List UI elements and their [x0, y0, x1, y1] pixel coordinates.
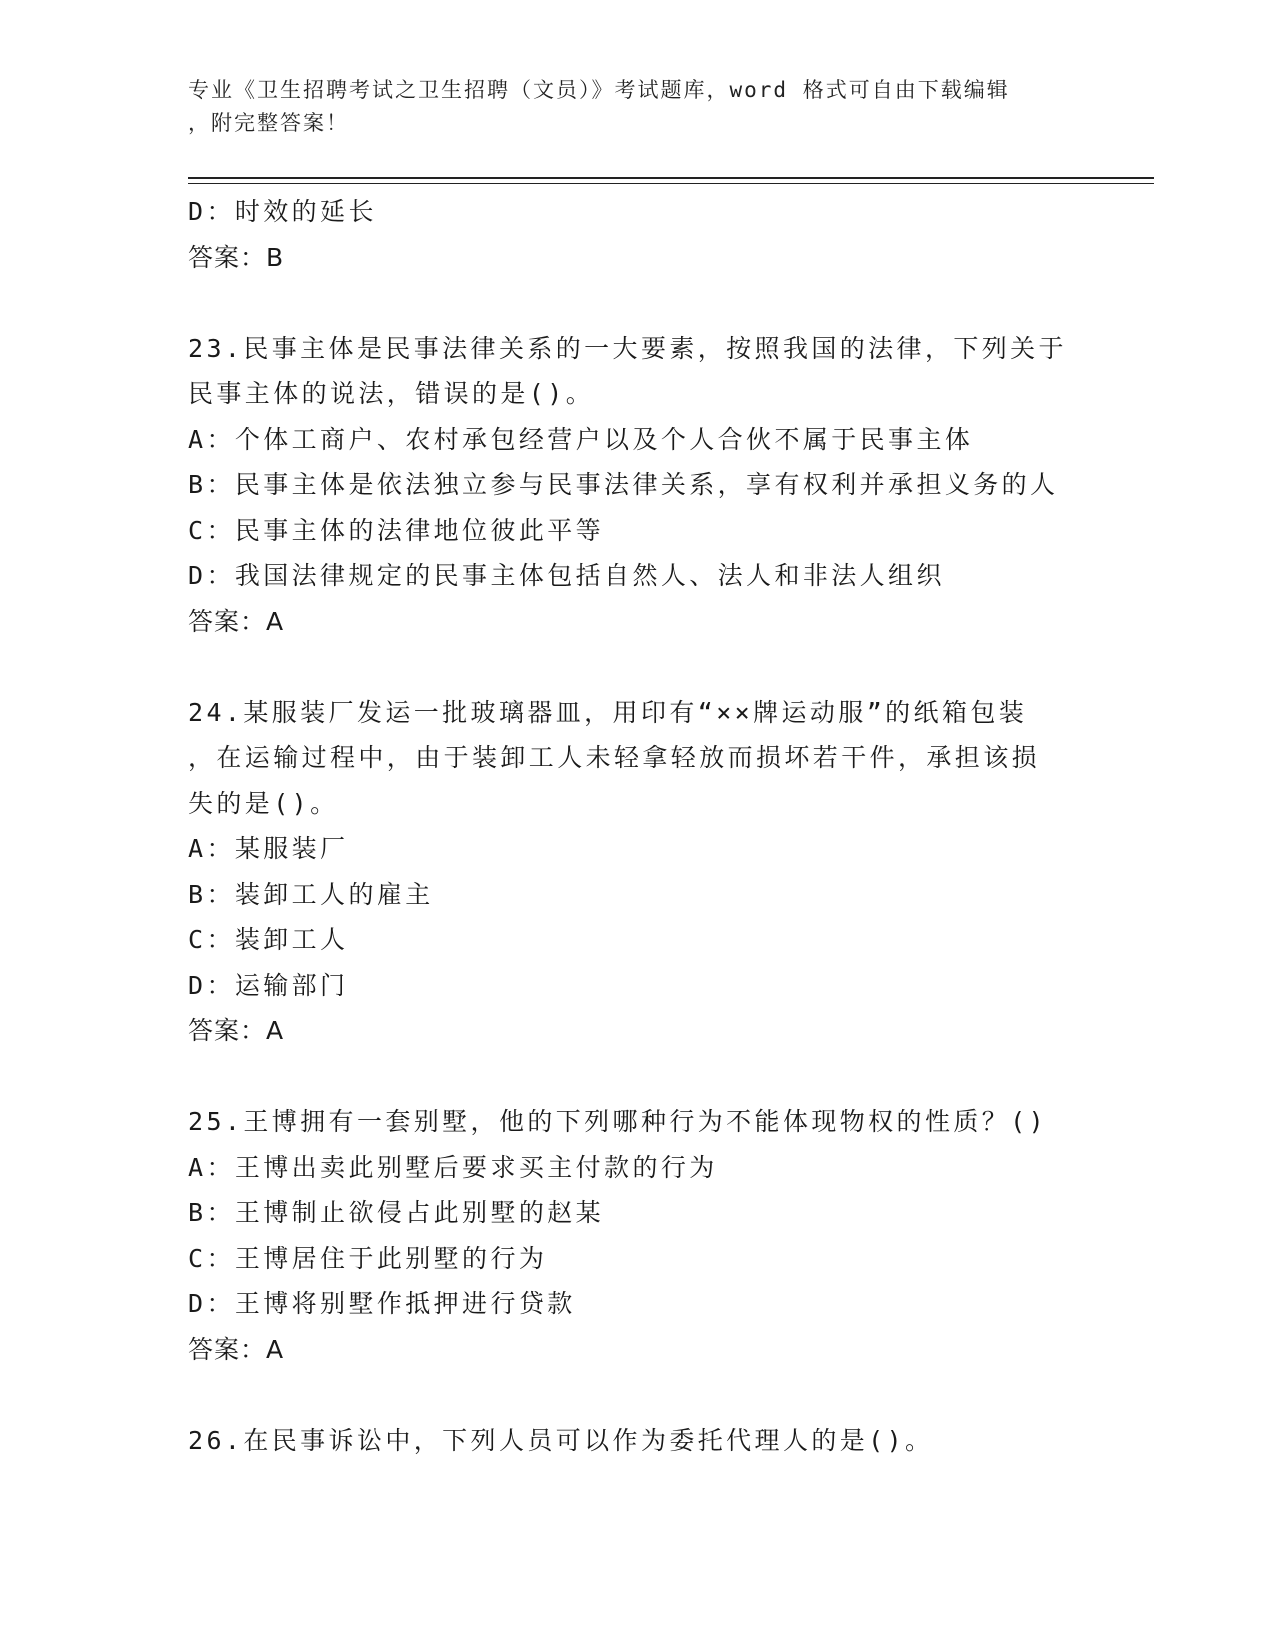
option-d: D：王博将别墅作抵押进行贷款 — [188, 1289, 576, 1318]
spacer — [188, 644, 1088, 690]
question-stem: 25.王博拥有一套别墅，他的下列哪种行为不能体现物权的性质？() — [188, 1107, 1048, 1136]
answer-line: 答案：B — [188, 242, 285, 272]
header-divider-thick — [188, 177, 1154, 179]
answer-line: 答案：A — [188, 1334, 285, 1364]
option-c: C：王博居住于此别墅的行为 — [188, 1243, 548, 1273]
question-stem: 24.某服装厂发运一批玻璃器皿，用印有“××牌运动服”的纸箱包装 — [188, 697, 1028, 727]
header-line-2: ，附完整答案！ — [188, 111, 349, 135]
header-line-1: 专业《卫生招聘考试之卫生招聘（文员）》考试题库，word 格式可自由下载编辑 — [188, 78, 1010, 102]
option-d: D：时效的延长 — [188, 197, 377, 226]
option-c: C：装卸工人 — [188, 925, 349, 954]
answer-line: 答案：A — [188, 606, 285, 636]
option-d: D：我国法律规定的民事主体包括自然人、法人和非法人组织 — [188, 561, 945, 590]
previous-question-tail — [188, 189, 1088, 280]
option-a: A：王博出卖此别墅后要求买主付款的行为 — [188, 1152, 718, 1182]
question-stem: 23.民事主体是民事法律关系的一大要素，按照我国的法律，下列关于 — [188, 333, 1067, 363]
question-stem: 26.在民事诉讼中，下列人员可以作为委托代理人的是()。 — [188, 1425, 934, 1455]
header-divider-thin — [188, 183, 1154, 184]
question-stem: ，在运输过程中，由于装卸工人未轻拿轻放而损坏若干件，承担该损 — [188, 743, 1041, 772]
option-b: B：装卸工人的雇主 — [188, 879, 434, 909]
option-d: D：运输部门 — [188, 970, 349, 1000]
option-b: B：民事主体是依法独立参与民事法律关系，享有权利并承担义务的人 — [188, 470, 1059, 499]
option-a: A：某服装厂 — [188, 834, 349, 863]
question-23 — [188, 326, 1088, 645]
spacer — [188, 1054, 1088, 1100]
spacer — [188, 1372, 1088, 1418]
spacer — [188, 280, 1088, 326]
answer-line: 答案：A — [188, 1016, 285, 1045]
question-stem: 民事主体的说法，错误的是()。 — [188, 379, 595, 408]
question-25 — [188, 1099, 1088, 1372]
option-a: A：个体工商户、农村承包经营户以及个人合伙不属于民事主体 — [188, 424, 974, 454]
document-header — [188, 74, 1068, 140]
question-24 — [188, 690, 1088, 1054]
option-c: C：民事主体的法律地位彼此平等 — [188, 515, 605, 545]
question-list — [188, 189, 1088, 1463]
option-b: B：王博制止欲侵占此别墅的赵某 — [188, 1198, 605, 1227]
question-26 — [188, 1418, 1088, 1464]
question-stem: 失的是()。 — [188, 788, 339, 818]
